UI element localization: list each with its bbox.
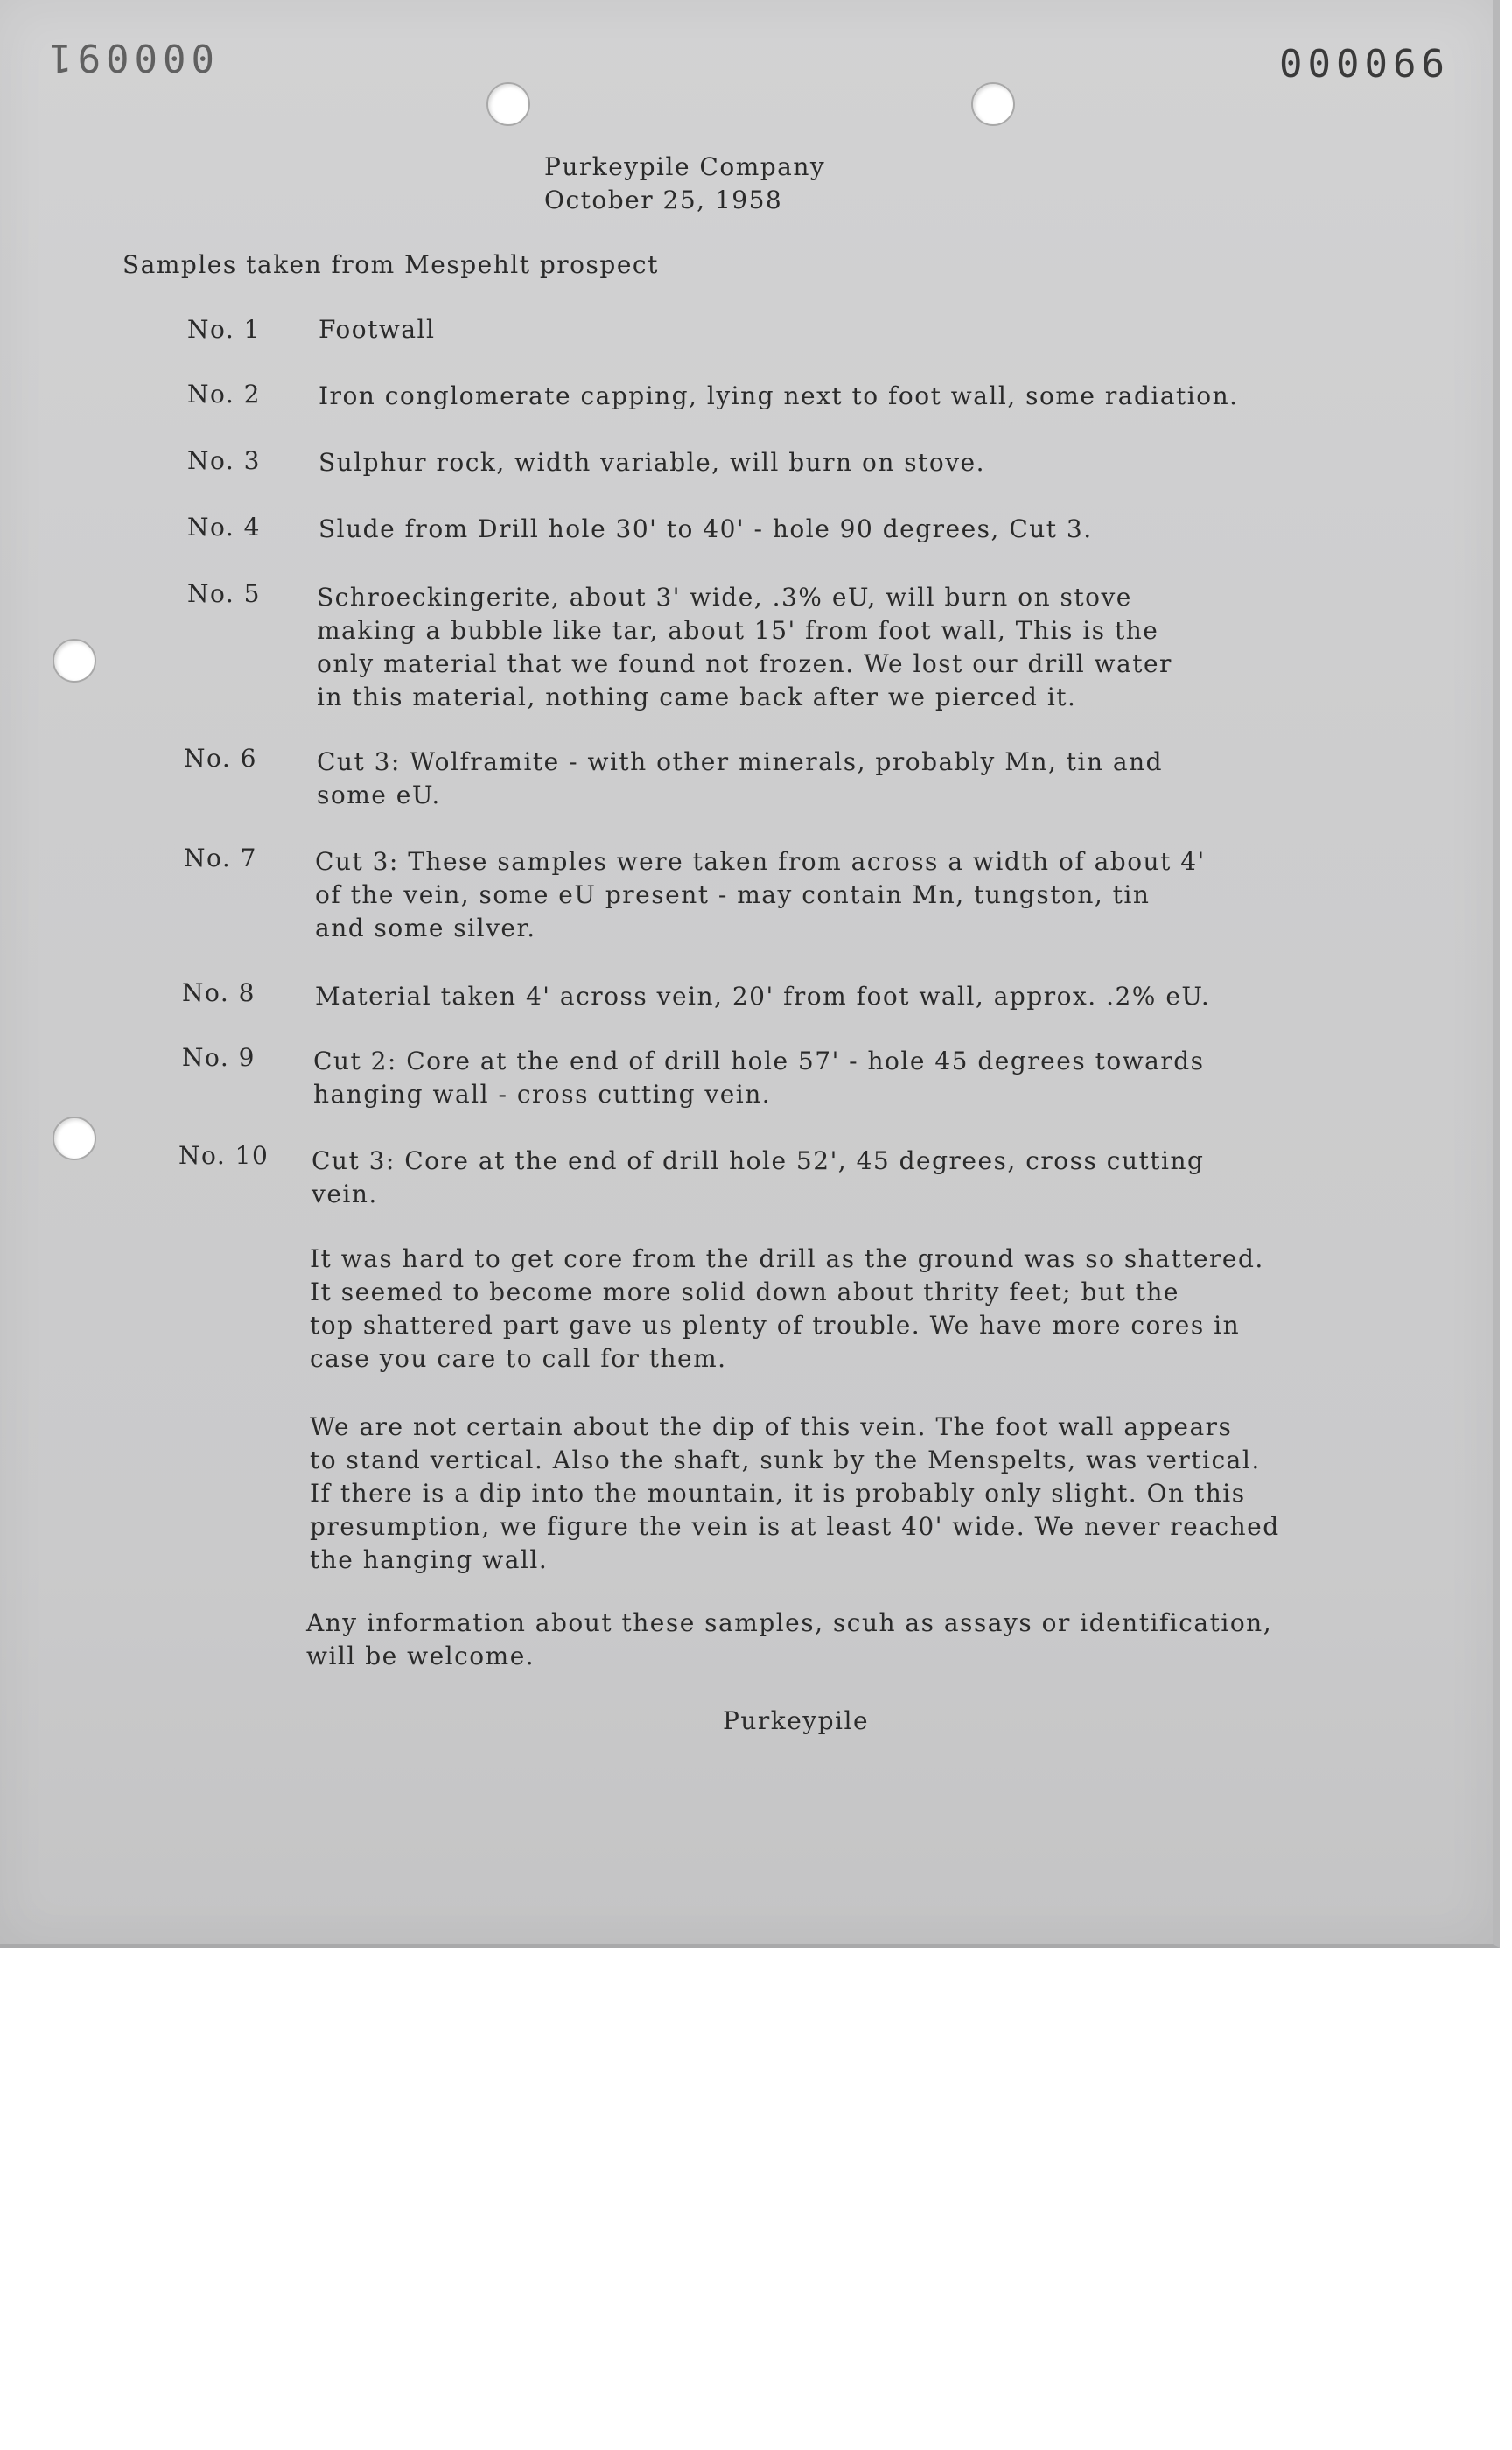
paragraph-line: the hanging wall.: [310, 1545, 549, 1574]
sample-number: No. 7: [184, 844, 257, 872]
sample-description-line: hanging wall - cross cutting vein.: [313, 1080, 772, 1109]
sample-description-line: Slude from Drill hole 30' to 40' - hole 90 degrees, Cut 3.: [318, 514, 1093, 543]
sample-description-line: Cut 3: Wolframite - with other minerals, probably Mn, tin and: [317, 747, 1164, 776]
sample-description-line: Sulphur rock, width variable, will burn on stove.: [318, 448, 986, 477]
sample-number: No. 3: [187, 446, 261, 475]
sample-description-line: Iron conglomerate capping, lying next to foot wall, some radiation.: [318, 382, 1239, 410]
sample-description-line: only material that we found not frozen. We lost our drill water: [317, 649, 1172, 678]
paragraph-line: If there is a dip into the mountain, it is probably only slight. On this: [310, 1479, 1246, 1508]
paragraph-line: It was hard to get core from the drill as the ground was so shattered.: [310, 1244, 1264, 1273]
paragraph-line: presumption, we figure the vein is at least 40' wide. We never reached: [310, 1512, 1280, 1541]
punch-hole-side-upper: [52, 639, 96, 682]
sample-description-line: Schroeckingerite, about 3' wide, .3% eU, will burn on stove: [317, 583, 1132, 612]
punch-hole-top-left: [486, 82, 530, 126]
sample-number: No. 1: [187, 315, 261, 344]
sample-description-line: Cut 2: Core at the end of drill hole 57' - hole 45 degrees towards: [313, 1046, 1205, 1075]
sample-description-line: Cut 3: Core at the end of drill hole 52', 45 degrees, cross cutting: [312, 1146, 1205, 1175]
paragraph-line: top shattered part gave us plenty of trouble. We have more cores in: [310, 1311, 1241, 1340]
sample-description-line: and some silver.: [315, 914, 536, 942]
letter-date: October 25, 1958: [544, 186, 783, 214]
sample-description-line: making a bubble like tar, about 15' from foot wall, This is the: [317, 616, 1159, 645]
signature: Purkeypile: [723, 1706, 870, 1735]
paragraph-line: We are not certain about the dip of this vein. The foot wall appears: [310, 1412, 1233, 1441]
sample-number: No. 10: [178, 1141, 270, 1170]
sample-number: No. 9: [182, 1043, 256, 1072]
paragraph-line: will be welcome.: [306, 1642, 536, 1670]
sample-description-line: Material taken 4' across vein, 20' from foot wall, approx. .2% eU.: [315, 982, 1211, 1011]
document-number-stamp-inverted: 000091: [44, 35, 214, 80]
sample-number: No. 4: [187, 513, 261, 542]
sample-number: No. 5: [187, 579, 261, 608]
paragraph-line: to stand vertical. Also the shaft, sunk by the Menspelts, was vertical.: [310, 1446, 1261, 1474]
sample-number: No. 8: [182, 978, 256, 1007]
company-name: Purkeypile Company: [544, 152, 826, 181]
intro-line: Samples taken from Mespehlt prospect: [122, 250, 659, 279]
sample-number: No. 2: [187, 380, 261, 409]
paragraph-line: It seemed to become more solid down about thrity feet; but the: [310, 1278, 1180, 1306]
punch-hole-top-right: [971, 82, 1015, 126]
sample-description-line: Cut 3: These samples were taken from across a width of about 4': [315, 847, 1206, 876]
sample-description-line: some eU.: [317, 780, 441, 809]
sample-description-line: in this material, nothing came back after we pierced it.: [317, 682, 1077, 711]
paragraph-line: Any information about these samples, scuh as assays or identification,: [306, 1608, 1273, 1637]
sample-description-line: Footwall: [318, 315, 436, 344]
sample-description-line: of the vein, some eU present - may contain Mn, tungston, tin: [315, 880, 1151, 909]
punch-hole-side-lower: [52, 1116, 96, 1160]
sample-number: No. 6: [184, 744, 257, 773]
document-number-stamp: 000066: [1279, 42, 1450, 87]
paragraph-line: case you care to call for them.: [310, 1344, 727, 1373]
sample-description-line: vein.: [312, 1180, 378, 1208]
